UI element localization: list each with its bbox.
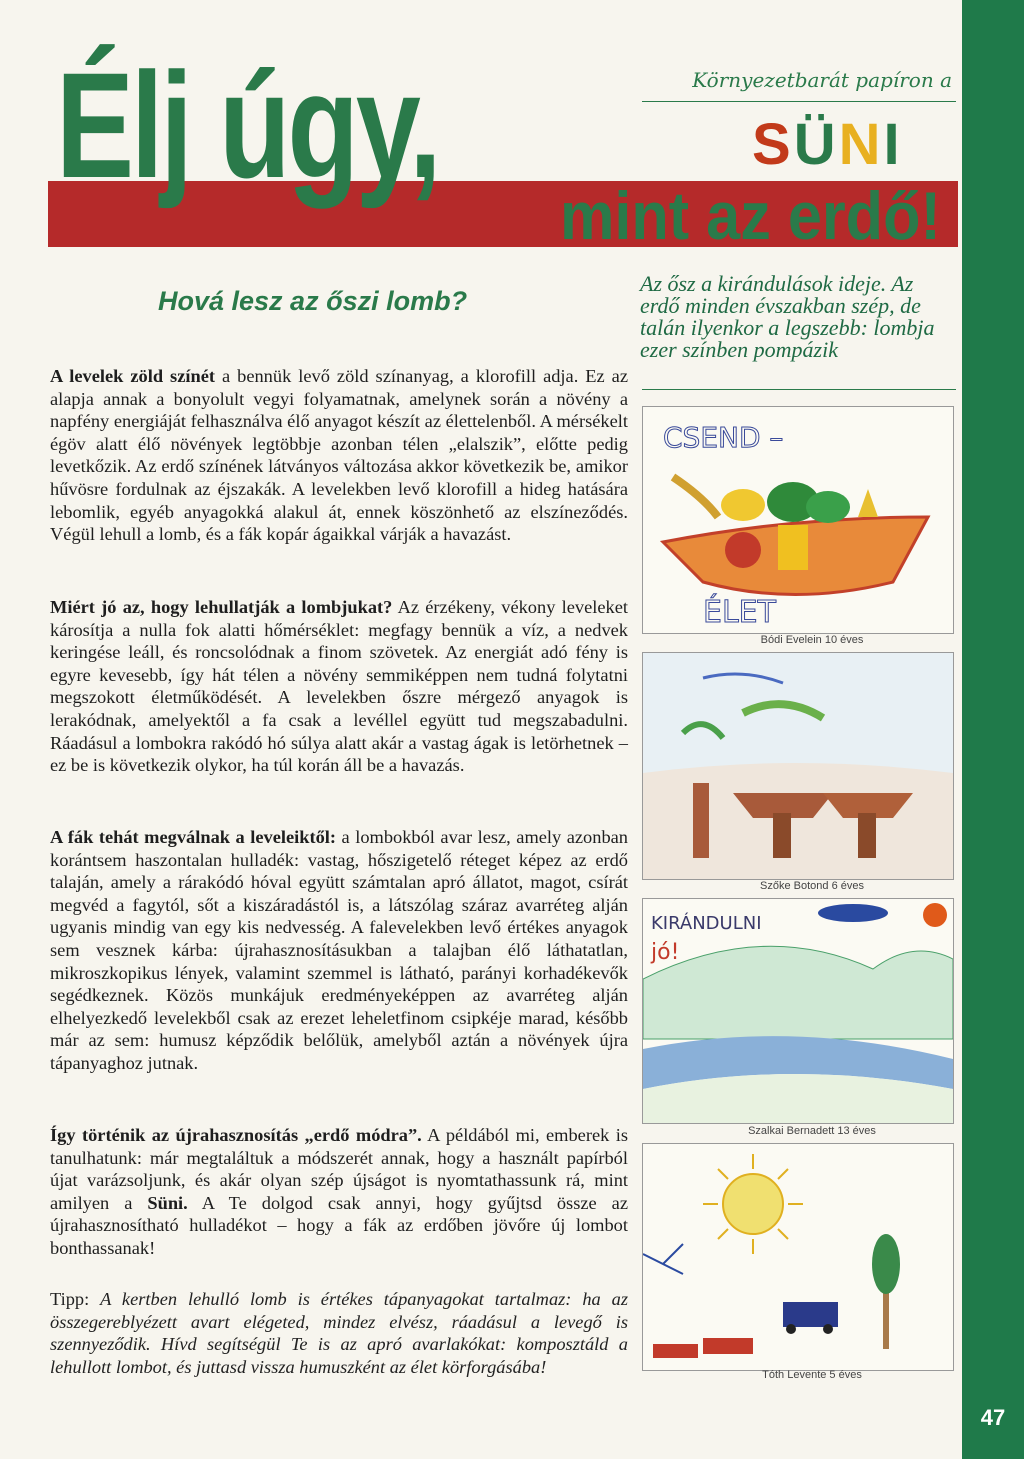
drawing-text-side: jó! bbox=[651, 940, 680, 965]
title-part2: mint az erdő! bbox=[560, 178, 941, 254]
drawing-fruit-bowl bbox=[642, 406, 954, 634]
drawing-text-top: KIRÁNDULNI bbox=[651, 913, 762, 934]
page-number: 47 bbox=[980, 1405, 1006, 1430]
drawing-sun-cars bbox=[642, 1143, 954, 1371]
logo-letter: S bbox=[752, 112, 794, 177]
drawing-caption: Bódi Evelein 10 éves bbox=[760, 634, 864, 646]
drawing-caption: Szalkai Bernadett 13 éves bbox=[748, 1125, 876, 1137]
paragraph-4 bbox=[50, 1124, 628, 1260]
paragraph-2 bbox=[50, 596, 628, 777]
article-heading: Hová lesz az őszi lomb? bbox=[158, 286, 468, 316]
paragraph-text: Az érzékeny, vékony leveleket károsítja a nulla fok alatti hőmérséklet: megfagy bennük a víz, a nedvek keringése leáll, és roncsolódnak a finom szövetek. Az energiát adó fény is egyre kevesebb, így hát télen a növény semmiképpen nem tudná folytatni megszokott életműködését. A levelekben őszre mérgező anyagok is lerakódnak, amelyektől a fa csak a levéllel együtt tud megszabadulni. Ráadásul a lombokra rakódó hó súlya alatt akár a vastag ágak is letörhetnek – ez be is következik olykor, ha túl korán áll be a havazás. bbox=[50, 597, 628, 776]
side-band bbox=[962, 0, 1024, 1459]
paragraph-lead: Miért jó az, hogy lehullatják a lombjukat? bbox=[50, 597, 393, 617]
logo-letter: N bbox=[838, 112, 884, 177]
paragraph-text: A példából mi, emberek is tanulhatunk: már megtaláltuk a módszerét annak, hogy a használt papírból újat varázsoljunk, és akár olyan szép újságot is nyomtathassunk rá, mint amilyen a bbox=[50, 1125, 628, 1213]
title-part1: Élj úgy, bbox=[56, 41, 439, 209]
subtitle-rule bbox=[642, 101, 956, 102]
pull-quote: Az ősz a kirándulások ideje. Az erdő minden évszakban szép, de talán ilyenkor a legszebb: lombja ezer színben pompázik bbox=[640, 271, 935, 362]
paragraph-lead: A levelek zöld színét bbox=[50, 366, 215, 386]
drawing-text-bottom: ÉLET bbox=[703, 595, 776, 630]
paragraph-lead: A fák tehát megválnak a leveleiktől: bbox=[50, 827, 337, 847]
tip-label: Tipp: bbox=[50, 1289, 90, 1309]
paragraph-text: a lombokból avar lesz, amely azonban korántsem haszontalan hulladék: vastag, hőszigetelő réteget képez az erdő talaján, amely a rárakódó hóval együtt számtalan apró állatot, magot, csírát megvéd a fagytól, sőt a kiszáradástól is, a látszólag száraz avarréteg alján ugyanis mindig van egy kis nedvesség. A falevelekben levő értékes anyagok sem vesznek kárba: újrahasznosításukban a talajban élő láthatatlan, mikroszkopikus lények, valamint szemmel is látható, parányi korhadékevők segédkeznek. Közös munkájuk eredményeképpen az avarréteg alján elhelyezkedő levelekből csak az erezet leheletfinom csipkéje marad, később már az sem: humusz képződik belőlük, amelyből aztán a növények újra tápanyaghoz jutnak. bbox=[50, 827, 628, 1073]
logo-letter: Ü bbox=[793, 112, 839, 177]
drawing-trees bbox=[642, 652, 954, 880]
drawing-caption: Szőke Botond 6 éves bbox=[760, 880, 864, 892]
paragraph-text: A Te dolgod csak annyi, hogy gyűjtsd össze az újrahasznosítható hulladékot – hogy a fák az erdőben jövőre új lombot bonthassanak! bbox=[50, 1192, 628, 1258]
logo-letter: I bbox=[883, 112, 903, 177]
subtitle: Környezetbarát papíron a bbox=[692, 68, 952, 92]
paragraph-1 bbox=[50, 365, 628, 546]
paragraph-bold: Süni. bbox=[147, 1192, 188, 1213]
quote-rule bbox=[642, 389, 956, 390]
tip-text: A kertben lehulló lomb is értékes tápanyagokat tartalmaz: ha az összegereblyézett avart elégeted, mindez elvész, ráadásul a levegő is szennyeződik. Hívd segítségül Te is az apró avarlakókat: komposztáld a lehullott lombot, és juttasd vissza humuszként az élet körforgásába! bbox=[50, 1289, 628, 1377]
paragraph-3 bbox=[50, 826, 628, 1075]
drawing-text-top: CSEND – bbox=[663, 421, 784, 454]
paragraph-text: a bennük levő zöld színanyag, a klorofill adja. Ez az alapja annak a bonyolult vegyi folyamatnak, amelynek során a növény a napfény energiáját felhasználva élő anyagot készít az élettelenből. A mérsékelt égöv alatt élő növények legtöbbje azonban télen „elalszik”, előtte pedig levetkőzik. Az erdő színének látványos változása akkor következik be, amikor hűvösre fordulnak az éjszakák. A levelekben levő klorofill a hideg hatására lebomlik, egyéb anyagokká alakul át, ennek köszönhető az elszíneződés. Végül lehull a lomb, és a fák kopár ágaikkal várják a havazást. bbox=[50, 366, 628, 545]
magazine-logo bbox=[752, 110, 903, 180]
tip-box bbox=[50, 1288, 628, 1378]
paragraph-lead: Így történik az újrahasznosítás „erdő módra”. bbox=[50, 1125, 422, 1145]
drawing-landscape bbox=[642, 898, 954, 1124]
drawing-caption: Tóth Levente 5 éves bbox=[762, 1369, 862, 1381]
